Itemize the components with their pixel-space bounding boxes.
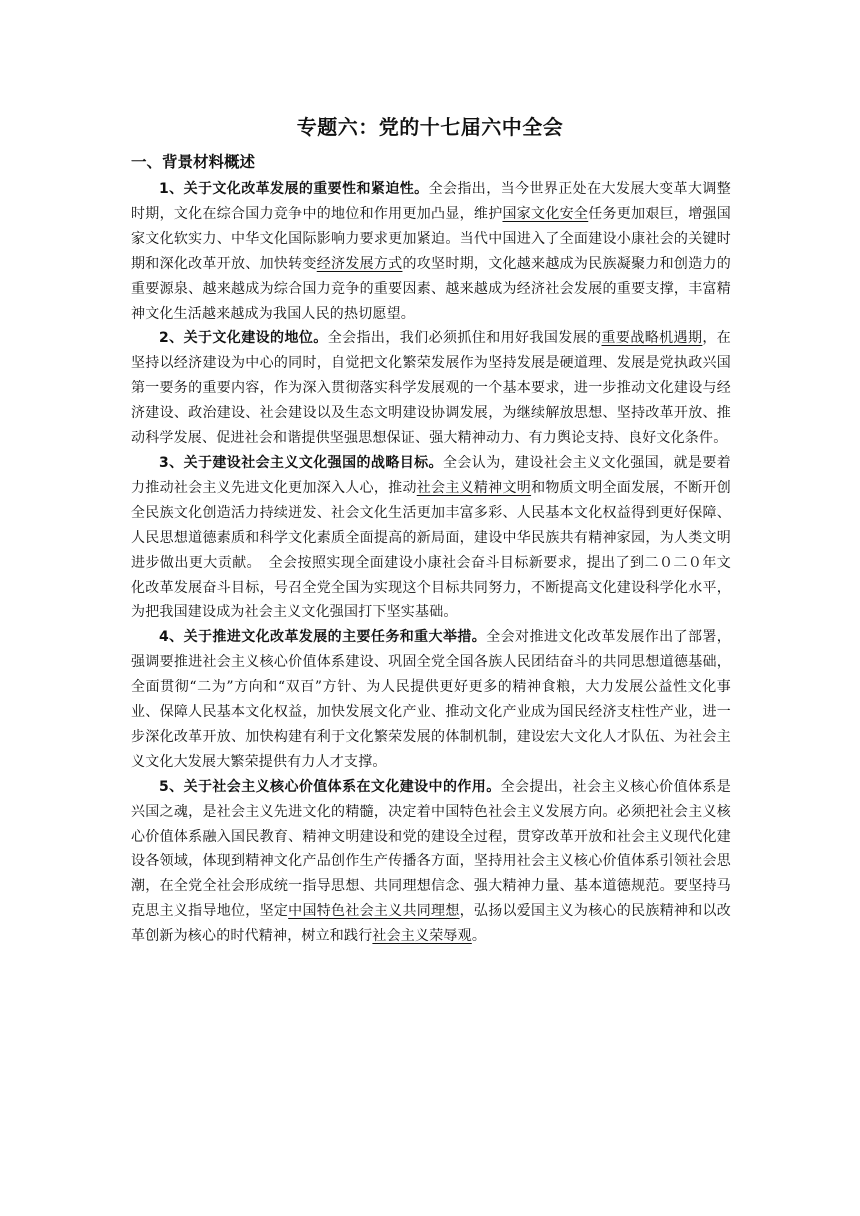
paragraph-2-text-a: 全会指出，我们必须抓住和用好我国发展的 (327, 330, 602, 347)
term-socialist-honor-disgrace: 社会主义荣辱观 (372, 928, 472, 945)
paragraph-1-lead: 1、关于文化改革发展的重要性和紧迫性。 (159, 181, 429, 197)
paragraph-2-lead: 2、关于文化建设的地位。 (159, 330, 328, 347)
paragraph-1-text-c: 的攻坚时期，文化越来越成为民族凝聚力和创造力的重要源泉、越来越成为综合国力竞争的重要因素、越来越成为经济社会发展的重要支撑，丰富精神文化生活越来越成为我国人民的热切愿望。 (131, 255, 731, 322)
term-socialist-spiritual-civilization: 社会主义精神文明 (416, 479, 532, 496)
paragraph-5-text-b: ，弘扬以爱国主义为核心的民族精神和以改革创新为核心的时代精神，树立和践行 (131, 903, 731, 945)
term-strategic-opportunity-period: 重要战略机遇期 (601, 330, 703, 347)
paragraph-1 (131, 177, 731, 326)
paragraph-3-lead: 3、关于建设社会主义文化强国的战略目标。 (159, 454, 443, 471)
term-common-ideal: 中国特色社会主义共同理想 (288, 903, 460, 920)
paragraph-2-text-b: ，在坚持以经济建设为中心的同时，自觉把文化繁荣发展作为坚持发展是硬道理、发展是党执政兴国第一要务的重要内容，作为深入贯彻落实科学发展观的一个基本要求，进一步推动文化建设与经济建设、政治建设、社会建设以及生态文明建设协调发展，为继续解放思想、坚持改革开放、推动科学发展、促进社会和谐提供坚强思想保证、强大精神动力、有力舆论支持、良好文化条件。 (131, 330, 732, 447)
term-national-cultural-security: 国家文化安全 (502, 205, 589, 222)
paragraph-5-text-a: 全会提出，社会主义核心价值体系是兴国之魂，是社会主义先进文化的精髓，决定着中国特色社会主义发展方向。必须把社会主义核心价值体系融入国民教育、精神文明建设和党的建设全过程，贯穿改革开放和社会主义现代化建设各领域，体现到精神文化产品创作生产传播各方面，坚持用社会主义核心价值体系引领社会思潮，在全党全社会形成统一指导思想、共同理想信念、强大精神力量、基本道德规范。要坚持马克思主义指导地位，坚定 (131, 778, 731, 920)
paragraph-3 (131, 451, 731, 625)
document-title: 专题六：党的十七届六中全会 (296, 115, 564, 139)
paragraph-4-lead: 4、关于推进文化改革发展的主要任务和重大举措。 (159, 629, 487, 646)
paragraph-1-text-a: 全会指出，当今世界正处在大发展大变革大调整时期，文化在综合国力竞争中的地位和作用更加凸显，维护 (131, 181, 731, 222)
document-body (131, 177, 731, 949)
paragraph-5 (131, 775, 731, 949)
term-economic-development-mode: 经济发展方式 (316, 255, 403, 272)
section-heading: 一、背景材料概述 (131, 153, 256, 171)
paragraph-5-lead: 5、关于社会主义核心价值体系在文化建设中的作用。 (159, 778, 501, 795)
paragraph-1-text-b: 任务更加艰巨，增强国家文化软实力、中华文化国际影响力要求更加紧迫。当代中国进入了全面建设小康社会的关键时期和深化改革开放、加快转变 (131, 205, 732, 272)
paragraph-3-text-a: 全会认为，建设社会主义文化强国，就是要着力推动社会主义先进文化更加深入人心，推动 (131, 454, 732, 496)
paragraph-4 (131, 625, 731, 774)
paragraph-2 (131, 326, 731, 451)
paragraph-4-text-a: 全会对推进文化改革发展作出了部署，强调要推进社会主义核心价值体系建设、巩固全党全国各族人民团结奋斗的共同思想道德基础，全面贯彻“二为”方向和“双百”方针、为人民提供更好更多的精神食粮，大力发展公益性文化事业、保障人民基本文化权益，加快发展文化产业、推动文化产业成为国民经济支柱性产业，进一步深化改革开放、加快构建有利于文化繁荣发展的体制机制，建设宏大文化人才队伍、为社会主义文化大发展大繁荣提供有力人才支撑。 (131, 629, 732, 770)
paragraph-5-text-c: 。 (471, 928, 487, 945)
paragraph-3-text-b: 和物质文明全面发展，不断开创全民族文化创造活力持续迸发、社会文化生活更加丰富多彩、人民基本文化权益得到更好保障、人民思想道德素质和科学文化素质全面提高的新局面，建设中华民族共有精神家园，为人类文明进步做出更大贡献。 全会按照实现全面建设小康社会奋斗目标新要求，提出了到二０二０年文化改革发展奋斗目标，号召全党全国为实现这个目标共同努力，不断提高文化建设科学化水平，为把我国建设成为社会主义文化强国打下坚实基础。 (131, 479, 731, 621)
